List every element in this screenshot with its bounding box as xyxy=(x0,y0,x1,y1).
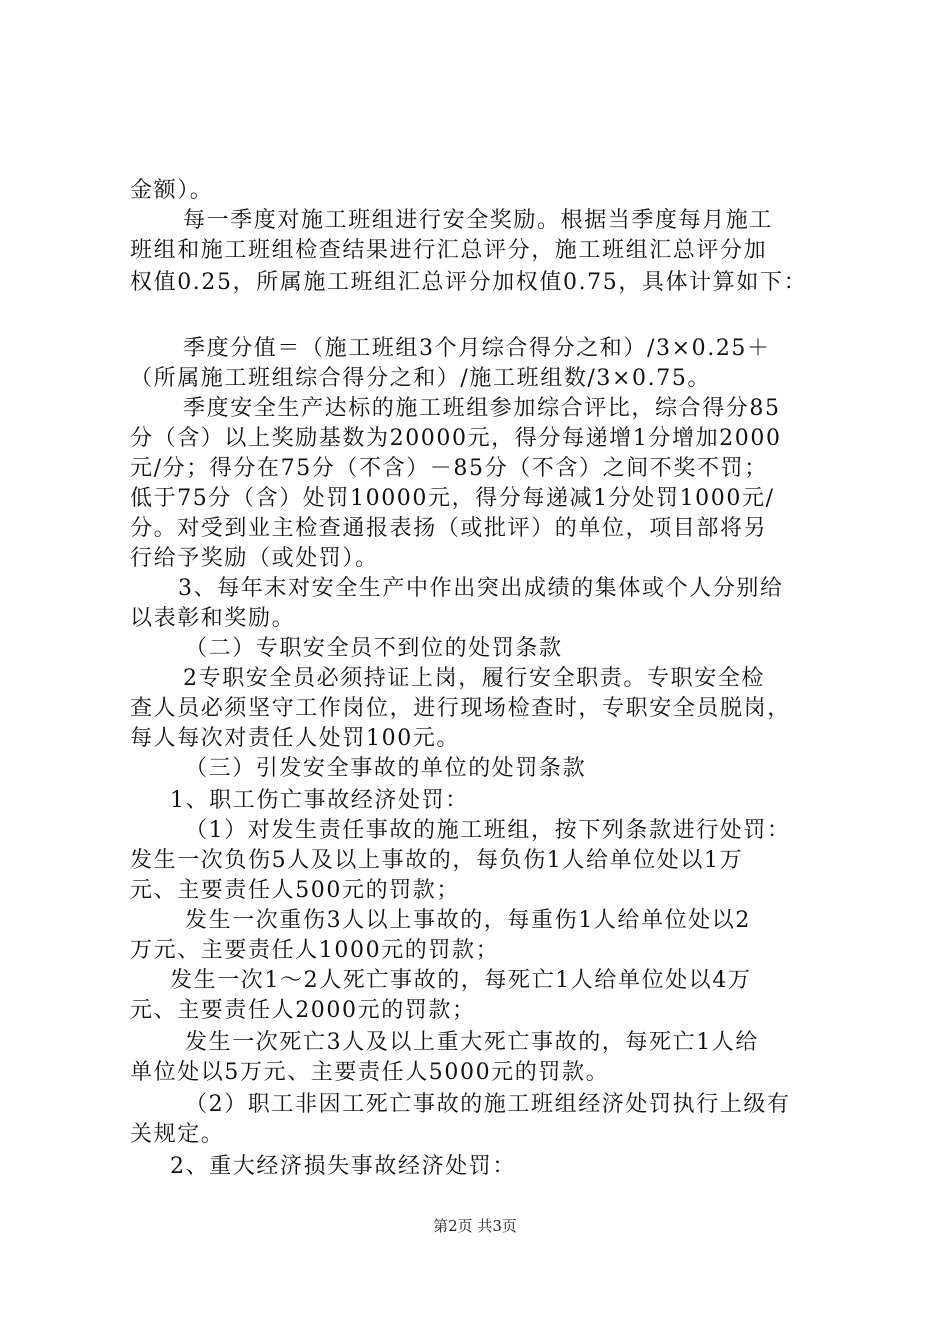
text-line: 每人每次对责任人处罚100元。 xyxy=(130,726,460,751)
text-line: 班组和施工班组检查结果进行汇总评分，施工班组汇总评分加 xyxy=(130,238,768,263)
text-line: 发生一次重伤3人以上事故的，每重伤1人给单位处以2 xyxy=(185,908,751,933)
text-line: 低于75分（含）处罚10000元，得分每递减1分处罚1000元/ xyxy=(130,486,775,511)
text-line: 3、每年末对安全生产中作出突出成绩的集体或个人分别给 xyxy=(178,576,784,601)
text-line: 单位处以5万元、主要责任人5000元的罚款。 xyxy=(130,1060,610,1085)
text-line: 分（含）以上奖励基数为20000元，得分每递增1分增加2000 xyxy=(130,426,782,451)
text-line: （1）对发生责任事故的施工班组，按下列条款进行处罚： xyxy=(185,818,791,843)
text-line: 季度分值＝（施工班组3个月综合得分之和）/3×0.25＋ xyxy=(183,336,771,361)
text-line: 元、主要责任人2000元的罚款； xyxy=(130,998,476,1023)
section-heading: （三）引发安全事故的单位的处罚条款 xyxy=(185,756,587,781)
text-line: 查人员必须坚守工作岗位，进行现场检查时，专职安全员脱岗， xyxy=(130,696,791,721)
text-line: 行给予奖励（或处罚）。 xyxy=(130,546,379,571)
text-line: （2）职工非因工死亡事故的施工班组经济处罚执行上级有 xyxy=(185,1092,791,1117)
text-line: 发生一次1～2人死亡事故的，每死亡1人给单位处以4万 xyxy=(170,968,752,993)
text-line: 元/分；得分在75分（不含）－85分（不含）之间不奖不罚； xyxy=(130,456,768,481)
page-number-footer: 第2页 共3页 xyxy=(433,1217,517,1235)
text-line: 季度安全生产达标的施工班组参加综合评比，综合得分85 xyxy=(183,396,781,421)
text-line: 2、重大经济损失事故经济处罚： xyxy=(170,1154,516,1179)
text-line: 发生一次死亡3人及以上重大死亡事故的，每死亡1人给 xyxy=(185,1030,759,1055)
text-line: 发生一次负伤5人及以上事故的，每负伤1人给单位处以1万 xyxy=(130,848,744,873)
text-line: 关规定。 xyxy=(130,1122,225,1147)
text-line: 金额）。 xyxy=(130,178,214,203)
text-line: 1、职工伤亡事故经济处罚： xyxy=(170,788,469,813)
text-line: （所属施工班组综合得分之和）/施工班组数/3×0.75。 xyxy=(130,366,712,391)
text-line: 以表彰和奖励。 xyxy=(130,606,296,631)
text-line: 分。对受到业主检查通报表扬（或批评）的单位，项目部将另 xyxy=(130,516,768,541)
section-heading: （二）专职安全员不到位的处罚条款 xyxy=(185,636,563,661)
text-line: 万元、主要责任人1000元的罚款； xyxy=(130,938,500,963)
text-line: 2专职安全员必须持证上岗，履行安全职责。专职安全检 xyxy=(183,666,765,691)
text-line: 权值0.25，所属施工班组汇总评分加权值0.75，具体计算如下： xyxy=(130,270,808,295)
text-line: 元、主要责任人500元的罚款； xyxy=(130,878,460,903)
text-line: 每一季度对施工班组进行安全奖励。根据当季度每月施工 xyxy=(183,208,774,233)
